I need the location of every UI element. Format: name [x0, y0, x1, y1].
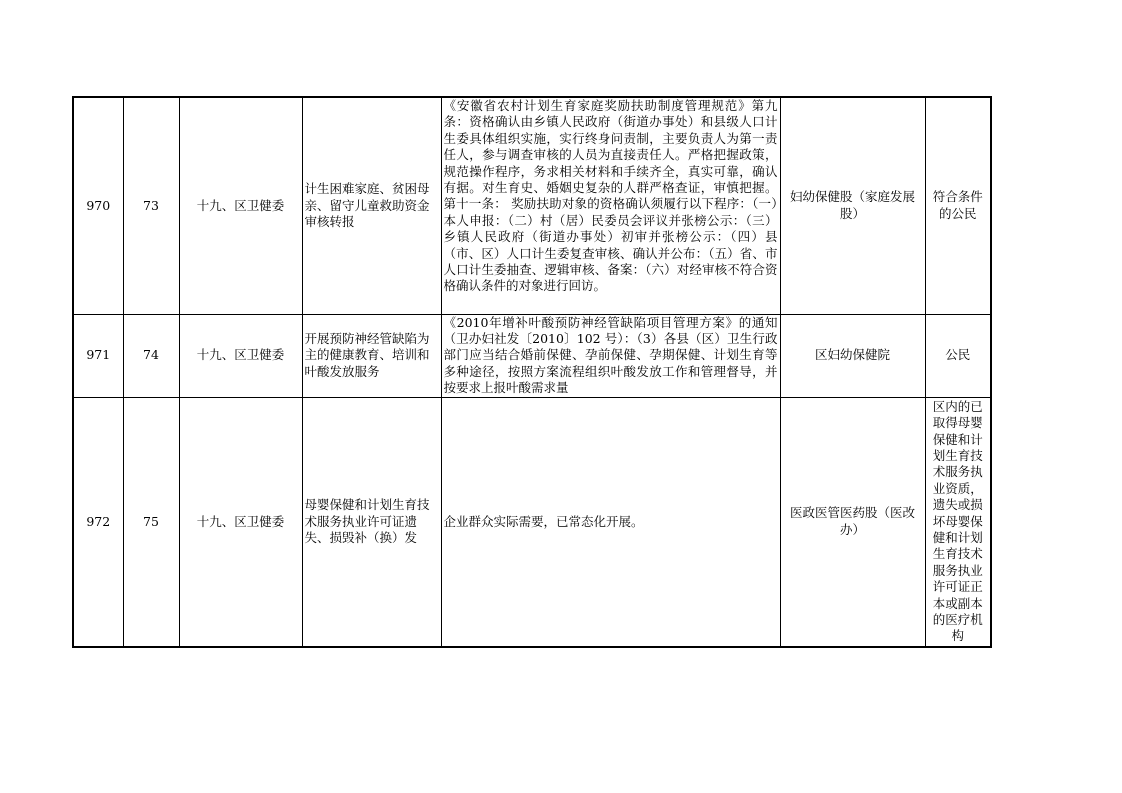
item-cell: 母婴保健和计划生育技术服务执业许可证遗失、损毁补（换）发 [302, 397, 441, 647]
sub-seq-cell: 73 [123, 97, 179, 314]
unit-cell: 妇幼保健股（家庭发展股） [780, 97, 925, 314]
unit-cell: 医政医管医药股（医改办） [780, 397, 925, 647]
target-cell: 符合条件的公民 [925, 97, 991, 314]
seq-cell: 971 [73, 314, 123, 397]
service-table [72, 96, 992, 648]
department-cell: 十九、区卫健委 [179, 97, 302, 314]
table-row [73, 397, 991, 647]
table-row [73, 97, 991, 314]
target-cell: 公民 [925, 314, 991, 397]
seq-cell: 972 [73, 397, 123, 647]
seq-cell: 970 [73, 97, 123, 314]
item-cell: 计生困难家庭、贫困母亲、留守儿童救助资金审核转报 [302, 97, 441, 314]
department-cell: 十九、区卫健委 [179, 397, 302, 647]
item-cell: 开展预防神经管缺陷为主的健康教育、培训和叶酸发放服务 [302, 314, 441, 397]
department-cell: 十九、区卫健委 [179, 314, 302, 397]
basis-cell: 企业群众实际需要，已常态化开展。 [441, 397, 780, 647]
basis-cell: 《2010年增补叶酸预防神经管缺陷项目管理方案》的通知（卫办妇社发〔2010〕102 号）：（3）各县（区）卫生行政部门应当结合婚前保健、孕前保健、孕期保健、计划生育等多种途径，按照方案流程组织叶酸发放工作和管理督导，并按要求上报叶酸需求量 [441, 314, 780, 397]
unit-cell: 区妇幼保健院 [780, 314, 925, 397]
table-row [73, 314, 991, 397]
sub-seq-cell: 74 [123, 314, 179, 397]
target-cell: 区内的已取得母婴保健和计划生育技术服务执业资质，遗失或损坏母婴保健和计划生育技术服务执业许可证正本或副本的医疗机构 [925, 397, 991, 647]
basis-cell: 《安徽省农村计划生育家庭奖励扶助制度管理规范》第九条：资格确认由乡镇人民政府（街道办事处）和县级人口计生委具体组织实施，实行终身问责制，主要负责人为第一责任人，参与调查审核的人员为直接责任人。严格把握政策，规范操作程序，务求相关材料和手续齐全，真实可靠，确认有据。对生育史、婚姻史复杂的人群严格查证，审慎把握。第十一条： 奖励扶助对象的资格确认须履行以下程序：（一）本人申报：（二）村（居）民委员会评议并张榜公示：（三）乡镇人民政府（街道办事处）初审并张榜公示：（四）县（市、区）人口计生委复查审核、确认并公布：（五）省、市人口计生委抽查、逻辑审核、备案：（六）对经审核不符合资格确认条件的对象进行回访。 [441, 97, 780, 314]
sub-seq-cell: 75 [123, 397, 179, 647]
